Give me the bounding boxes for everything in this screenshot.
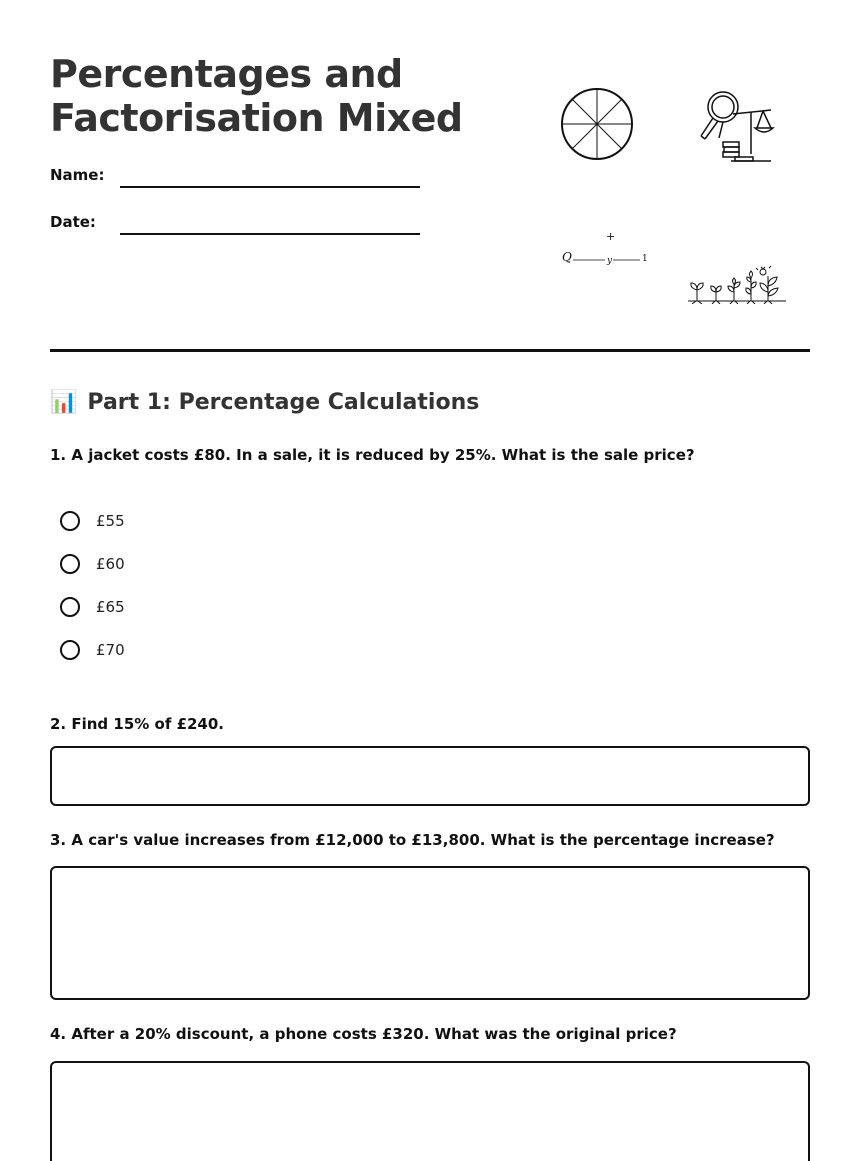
pie-chart-icon	[560, 87, 634, 161]
answer-box-2[interactable]	[50, 746, 810, 806]
question-4: 4. After a 20% discount, a phone costs £320. What was the original price?	[50, 1025, 677, 1043]
section-title-text: Part 1: Percentage Calculations	[87, 390, 480, 415]
date-field[interactable]	[120, 233, 420, 235]
option-1b[interactable]	[60, 554, 125, 574]
radio-button[interactable]	[60, 511, 80, 531]
name-field[interactable]	[120, 186, 420, 188]
formula-plus: +	[606, 230, 616, 243]
option-label: £70	[96, 641, 125, 659]
section-title-part-1	[50, 390, 479, 415]
question-2: 2. Find 15% of £240.	[50, 715, 225, 733]
question-1: 1. A jacket costs £80. In a sale, it is reduced by 25%. What is the sale price?	[50, 446, 695, 464]
option-1d[interactable]	[60, 640, 125, 660]
option-1c[interactable]	[60, 597, 125, 617]
radio-button[interactable]	[60, 597, 80, 617]
title-line-1: Percentages and	[50, 52, 403, 96]
option-label: £65	[96, 598, 125, 616]
title-line-2: Factorisation Mixed	[50, 96, 463, 140]
answer-box-3[interactable]	[50, 866, 810, 1000]
decorative-icons	[550, 84, 800, 314]
formula-icon	[558, 228, 654, 268]
radio-button[interactable]	[60, 554, 80, 574]
worksheet-title	[50, 52, 463, 140]
seedling-growth-icon	[688, 262, 788, 304]
option-label: £60	[96, 555, 125, 573]
option-label: £55	[96, 512, 125, 530]
question-3: 3. A car's value increases from £12,000 to £13,800. What is the percentage increase?	[50, 831, 775, 849]
radio-button[interactable]	[60, 640, 80, 660]
magnifier-scales-icon	[693, 90, 777, 166]
formula-y: y	[607, 256, 613, 266]
option-1a[interactable]	[60, 511, 125, 531]
bar-chart-icon: 📊	[50, 390, 78, 415]
header-divider	[50, 349, 810, 352]
answer-box-4[interactable]	[50, 1061, 810, 1161]
formula-q: Q	[562, 250, 572, 264]
formula-one: 1	[642, 254, 648, 264]
name-label: Name:	[50, 166, 105, 184]
date-label: Date:	[50, 213, 96, 231]
